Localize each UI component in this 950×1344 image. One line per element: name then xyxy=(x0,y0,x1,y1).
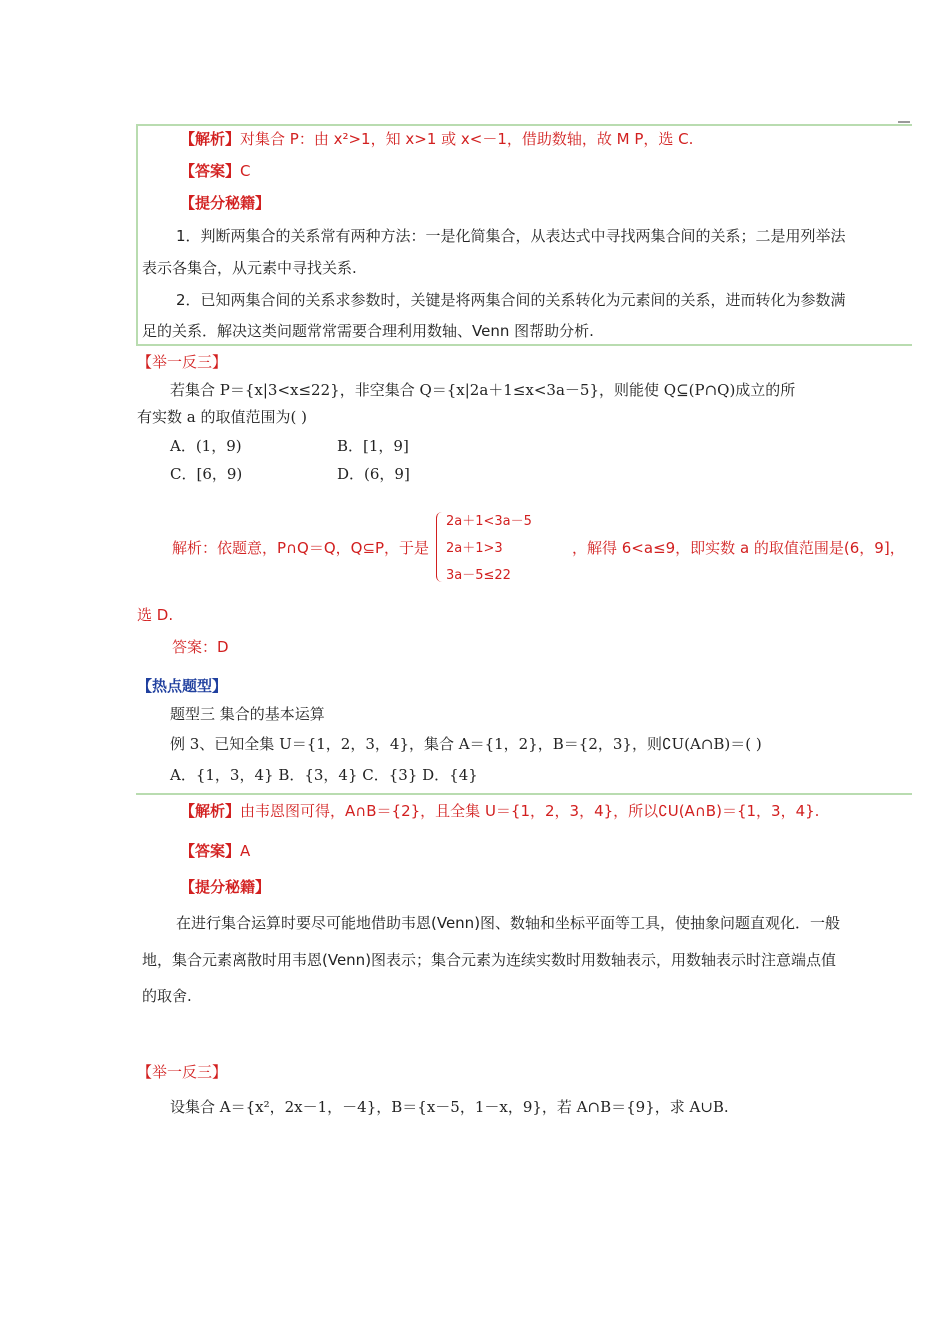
tip2-line1: 2．已知两集合间的关系求参数时，关键是将两集合间的关系转化为元素间的关系，进而转化为参数满 xyxy=(176,291,846,309)
exercise1-label: 【举一反三】 xyxy=(137,353,228,371)
option-a: A．(1，9) xyxy=(170,437,242,455)
solution-end: 选 D. xyxy=(137,606,174,624)
box1-jiexi-line xyxy=(180,128,693,149)
hot-label xyxy=(137,675,227,696)
exercise1-question-line1: 若集合 P＝{x|3<x≤22}，非空集合 Q＝{x|2a＋1≤x<3a－5}，则能使 Q⊆(P∩Q)成立的所 xyxy=(170,381,796,399)
box2-tip-line2: 地，集合元素离散时用韦恩(Venn)图表示；集合元素为连续实数时用数轴表示，用数轴表示时注意端点值 xyxy=(142,951,837,969)
jiexi-label-2: 【解析】 xyxy=(180,802,241,820)
tip2-line2: 足的关系．解决这类问题常常需要合理利用数轴、Venn 图帮助分析. xyxy=(142,322,594,340)
tips-label: 【提分秘籍】 xyxy=(180,194,271,212)
system-line-3: 3a－5≤22 xyxy=(446,568,511,583)
tip1-line1: 1．判断两集合的关系常有两种方法：一是化简集合，从表达式中寻找两集合间的关系；二是用列举法 xyxy=(176,227,846,245)
exercise1-answer: 答案：D xyxy=(172,638,229,656)
box2-answer-line xyxy=(180,840,250,861)
jiexi-text-2: 由韦恩图可得，A∩B＝{2}，且全集 U＝{1，2，3，4}，所以∁U(A∩B)＝{1，3，4}. xyxy=(240,802,820,820)
solution-prefix: 解析：依题意，P∩Q＝Q，Q⊆P，于是 xyxy=(172,539,430,557)
analysis-box-2-topline xyxy=(136,793,912,795)
jiexi-text: 对集合 P：由 x²>1，知 x>1 或 x<－1，借助数轴，故 M P，选 C. xyxy=(240,130,694,148)
option-b: B．[1，9] xyxy=(337,437,409,455)
system-brace xyxy=(436,512,443,582)
box2-tip-line3: 的取舍. xyxy=(142,987,192,1005)
solution-suffix: ，解得 6<a≤9，即实数 a 的取值范围是(6，9]， xyxy=(572,539,905,557)
option-c: C．[6，9) xyxy=(170,465,243,483)
tips-label-2: 【提分秘籍】 xyxy=(180,878,271,896)
box1-corner-mark xyxy=(898,121,910,123)
exercise2-label: 【举一反三】 xyxy=(137,1063,228,1081)
answer-value-2: A xyxy=(240,842,251,860)
box2-jiexi-line xyxy=(180,800,819,821)
answer-label: 【答案】 xyxy=(180,162,241,180)
answer-label-2: 【答案】 xyxy=(180,842,241,860)
exercise2-question: 设集合 A＝{x²，2x－1，－4}，B＝{x－5，1－x，9}，若 A∩B＝{9}，求 A∪B. xyxy=(170,1098,729,1116)
type-title: 题型三 集合的基本运算 xyxy=(170,705,325,723)
hot-label-text: 【热点题型】 xyxy=(137,677,228,695)
system-line-2: 2a＋1>3 xyxy=(446,541,503,556)
box1-answer-line xyxy=(180,160,251,181)
answer-value: C xyxy=(240,162,251,180)
option-d: D．(6，9] xyxy=(337,465,410,483)
example-3: 例 3、已知全集 U＝{1，2，3，4}，集合 A＝{1，2}，B＝{2，3}，则∁U(A∩B)＝( ) xyxy=(170,735,762,753)
system-line-1: 2a＋1<3a－5 xyxy=(446,514,532,529)
tip1-line2: 表示各集合，从元素中寻找关系. xyxy=(142,259,357,277)
box2-tip-line1: 在进行集合运算时要尽可能地借助韦恩(Venn)图、数轴和坐标平面等工具，使抽象问题直观化．一般 xyxy=(176,914,841,932)
example-3-options: A．{1，3，4} B．{3，4} C．{3} D．{4} xyxy=(170,766,478,784)
jiexi-label: 【解析】 xyxy=(180,130,241,148)
exercise1-question-line2: 有实数 a 的取值范围为( ) xyxy=(137,408,307,426)
